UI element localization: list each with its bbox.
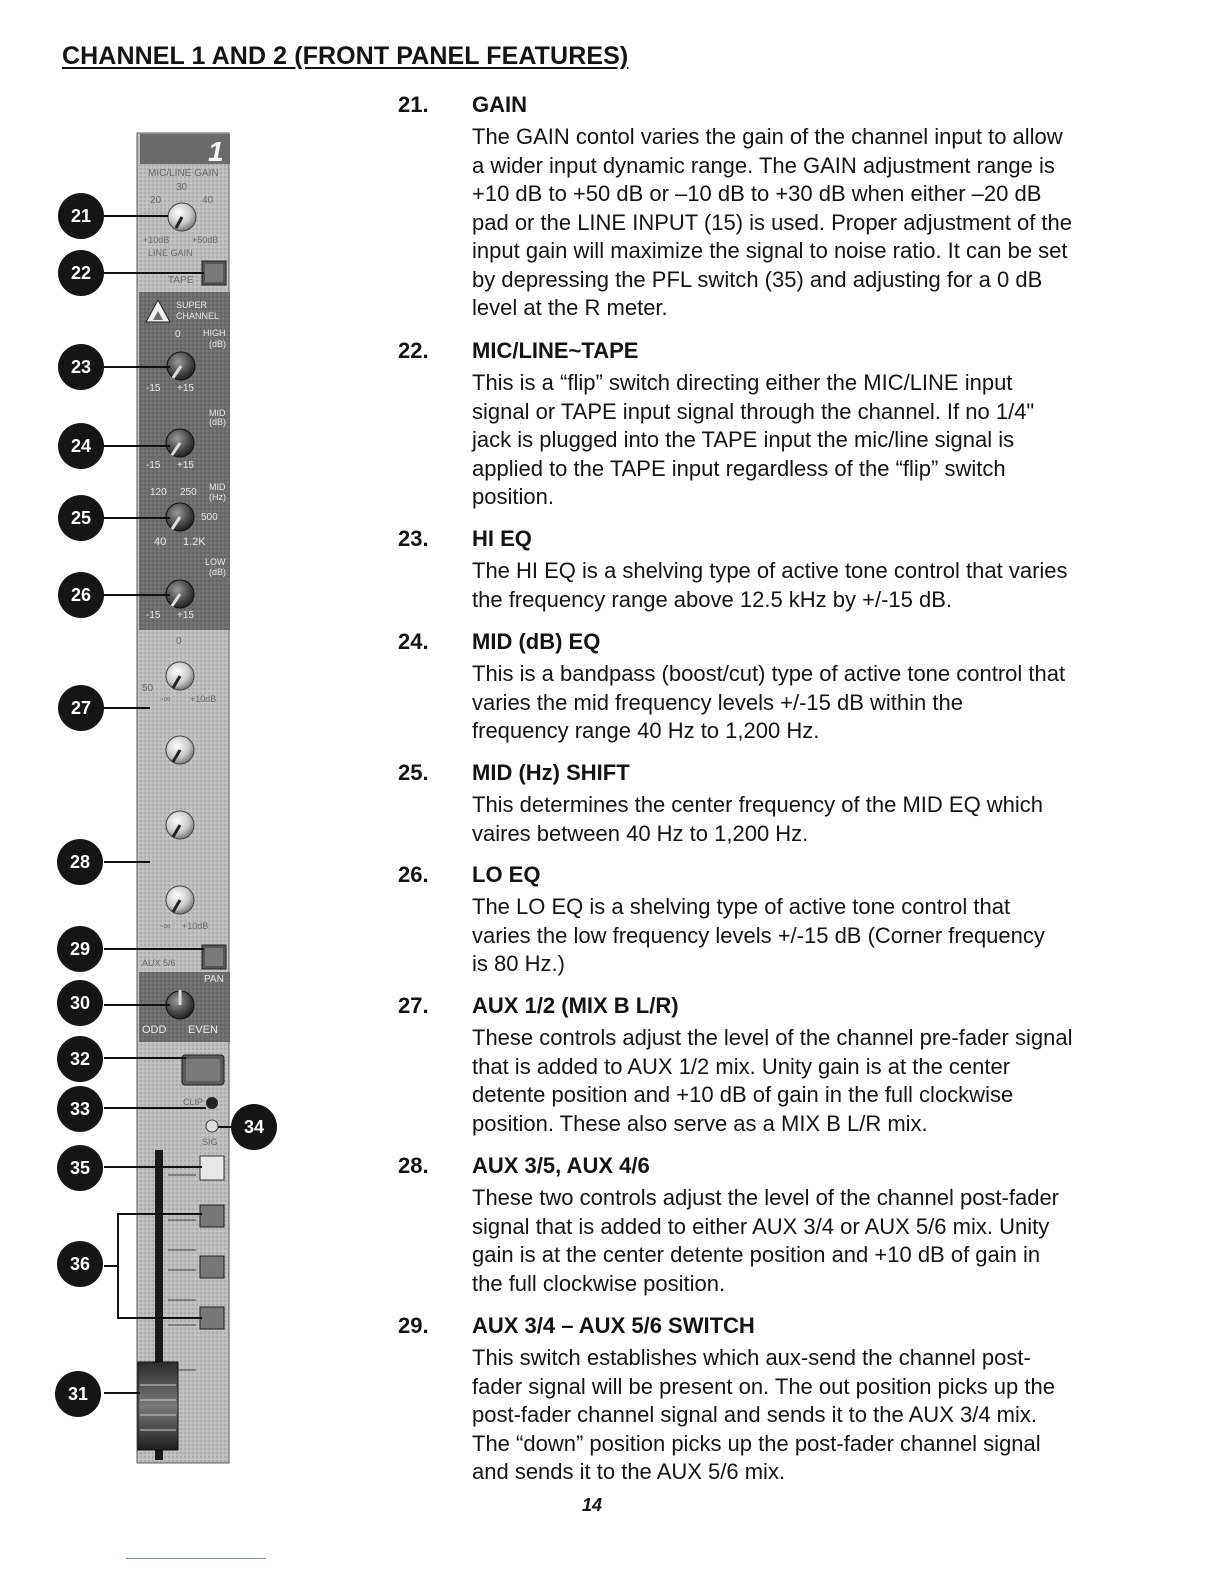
item-number: 29. — [398, 1313, 429, 1338]
routing-switch-3 — [200, 1307, 224, 1329]
clip-led — [206, 1097, 218, 1109]
callout-27: 27 — [58, 685, 104, 731]
item-number: 25. — [398, 760, 429, 785]
callout-24: 24 — [58, 423, 104, 469]
gain-scale-20: 20 — [150, 195, 162, 206]
gain-scale-40: 40 — [202, 195, 214, 206]
item-number: 26. — [398, 862, 429, 887]
mid-hz-label: MID — [209, 482, 226, 492]
gain-scale-max: +50dB — [192, 235, 219, 245]
aux56-label: AUX 5/6 — [142, 958, 176, 968]
callout-26: 26 — [58, 572, 104, 618]
aux2-knob — [166, 736, 194, 764]
item-number: 21. — [398, 92, 429, 117]
callout-23: 23 — [58, 344, 104, 390]
gain-knob — [168, 203, 196, 231]
aux1-knob — [166, 662, 194, 690]
low-label: LOW — [205, 557, 226, 567]
mid-hz-shift-knob — [166, 503, 194, 531]
gain-scale-min: +10dB — [143, 235, 170, 245]
mid-hz-scale-1-2k: 1.2K — [183, 536, 206, 548]
aux2-scale-max: +10dB — [182, 921, 209, 931]
aux4-6-knob — [166, 886, 194, 914]
item-body: This determines the center frequency of the MID EQ which vaires between 40 Hz to 1,200 Hz. — [472, 792, 1044, 846]
aux-scale-0: 0 — [176, 636, 182, 647]
hi-eq-scale-min: -15 — [146, 383, 161, 394]
clip-led-label: CLIP — [183, 1097, 204, 1107]
high-db-label: (dB) — [209, 339, 227, 349]
high-label: HIGH — [203, 328, 226, 338]
item-body: The LO EQ is a shelving type of active tone control that varies the low frequency levels +/-15 dB (Corner frequency is 80 Hz.) — [472, 894, 1045, 976]
pan-knob — [166, 990, 194, 1019]
mid-eq-scale-min: -15 — [146, 460, 161, 471]
hi-eq-scale-0: 0 — [175, 329, 181, 340]
page-heading: CHANNEL 1 AND 2 (FRONT PANEL FEATURES) — [62, 42, 629, 70]
callout-36: 36 — [57, 1241, 103, 1287]
item-number: 28. — [398, 1153, 429, 1178]
callout-25: 25 — [58, 495, 104, 541]
low-db-label: (dB) — [209, 567, 227, 577]
item-title: MIC/LINE~TAPE — [472, 338, 639, 363]
channel-label: CHANNEL — [176, 311, 220, 321]
signal-led — [206, 1120, 218, 1132]
aux-scale-50: 50 — [142, 683, 154, 694]
item-body: This is a “flip” switch directing either the MIC/LINE input signal or TAPE input signal through the channel. If no 1/4" jack is plugged into the TAPE input the mic/line signal is applied to the TAPE input regardless of the “flip” switch position. — [472, 370, 1035, 509]
lo-eq-scale-max: +15 — [177, 610, 194, 621]
callout-31: 31 — [55, 1371, 101, 1417]
super-label: SUPER — [176, 300, 208, 310]
mid-eq-scale-max: +15 — [177, 460, 194, 471]
item-title: AUX 3/4 – AUX 5/6 SWITCH — [472, 1313, 755, 1338]
mid-hz-scale-120: 120 — [150, 487, 167, 498]
item-body: These two controls adjust the level of the channel post-fader signal that is added to either AUX 3/4 or AUX 5/6 mix. Unity gain is at the center detente position and +10 dB of gain in the full clockwise position. — [472, 1185, 1060, 1296]
mid-hz-scale-40: 40 — [154, 536, 167, 548]
mid-hz-scale-250: 250 — [180, 487, 197, 498]
callout-35: 35 — [57, 1145, 103, 1191]
aux3-5-knob — [166, 811, 194, 839]
item-title: AUX 1/2 (MIX B L/R) — [472, 993, 679, 1018]
item-number: 23. — [398, 526, 429, 551]
line-gain-label: LINE GAIN — [148, 248, 193, 258]
mic-line-gain-label: MIC/LINE GAIN — [148, 168, 219, 179]
item-number: 27. — [398, 993, 429, 1018]
gain-scale-30: 30 — [176, 182, 188, 193]
mid-label: MID — [209, 408, 226, 418]
pfl-switch — [200, 1156, 224, 1180]
channel-strip-figure — [0, 0, 400, 1584]
item-title: LO EQ — [472, 862, 541, 887]
pan-odd-label: ODD — [142, 1024, 167, 1036]
channel-number-label: 1 — [208, 136, 224, 167]
item-body: The HI EQ is a shelving type of active tone control that varies the frequency range above 12.5 kHz by +/-15 dB. — [472, 558, 1068, 612]
mid-db-eq-knob — [166, 429, 194, 457]
item-body: This is a bandpass (boost/cut) type of active tone control that varies the mid frequency levels +/-15 dB within the frequency range 40 Hz to 1,200 Hz. — [472, 661, 1066, 743]
item-title: HI EQ — [472, 526, 532, 551]
item-title: MID (Hz) SHIFT — [472, 760, 630, 785]
item-title: GAIN — [472, 92, 527, 117]
pan-label: PAN — [204, 974, 224, 985]
lo-eq-knob — [166, 580, 194, 608]
aux-scale-max: +10dB — [190, 694, 217, 704]
footer-rule — [126, 1558, 266, 1559]
item-body: This switch establishes which aux-send the channel post- fader signal will be present on. The out position picks up the post-fader channel signal and sends it to the AUX 3/4 mix. The “down” position picks up the post-fader channel signal and sends it to the AUX 5/6 mix. — [472, 1345, 1055, 1484]
item-title: AUX 3/5, AUX 4/6 — [472, 1153, 650, 1178]
callout-28: 28 — [57, 839, 103, 885]
tape-label: TAPE — [168, 275, 194, 286]
item-title: MID (dB) EQ — [472, 629, 601, 654]
lo-eq-scale-min: -15 — [146, 610, 161, 621]
aux-scale-min: -∞ — [160, 694, 171, 705]
callout-33: 33 — [57, 1086, 103, 1132]
callout-34: 34 — [231, 1104, 277, 1150]
hi-eq-knob — [167, 352, 195, 380]
mid-hz-scale-500: 500 — [201, 512, 218, 523]
hi-eq-scale-max: +15 — [177, 383, 194, 394]
pan-even-label: EVEN — [188, 1024, 218, 1036]
callout-32: 32 — [57, 1036, 103, 1082]
callout-29: 29 — [57, 926, 103, 972]
item-body: The GAIN contol varies the gain of the channel input to allow a wider input dynamic range. The GAIN adjustment range is +10 dB to +50 dB or –10 dB to +30 dB when either –20 dB pad or the LINE INPUT (15) is used. Proper adjustment of the input gain will maximize the signal to noise ratio. It can be set by depressing the PFL switch (35) and adjusting for a 0 dB level at the R meter. — [472, 124, 1073, 320]
routing-switch-2 — [200, 1256, 224, 1278]
callout-21: 21 — [58, 193, 104, 239]
signal-led-label: SIG — [202, 1137, 218, 1147]
mid-hz-unit-label: (Hz) — [209, 492, 226, 502]
callout-30: 30 — [57, 980, 103, 1026]
routing-switch-1 — [200, 1205, 224, 1227]
item-number: 24. — [398, 629, 429, 654]
item-number: 22. — [398, 338, 429, 363]
fader-cap — [138, 1362, 178, 1450]
page-number: 14 — [582, 1495, 603, 1515]
mid-db-label: (dB) — [209, 417, 227, 427]
callout-22: 22 — [58, 250, 104, 296]
aux2-scale-min: -∞ — [160, 921, 171, 932]
item-body: These controls adjust the level of the channel pre-fader signal that is added to AUX 1/2 mix. Unity gain is at the center detente position and +10 dB of gain in the full clockwise position. These also serve as a MIX B L/R mix. — [472, 1025, 1073, 1136]
